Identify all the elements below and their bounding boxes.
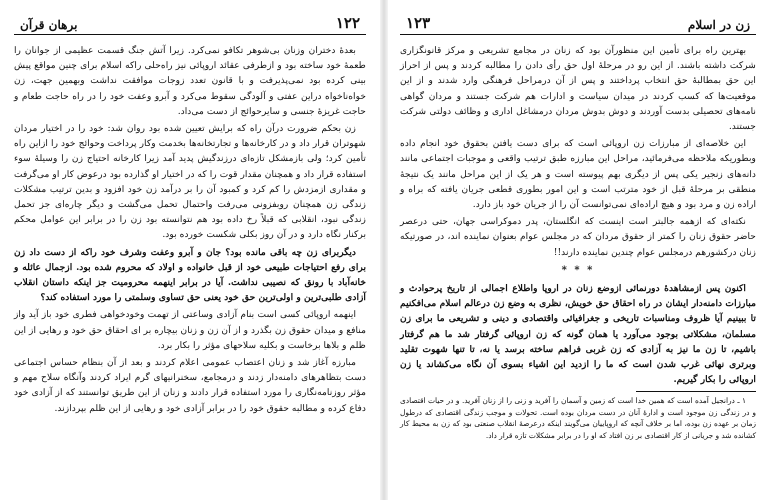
right-page-number: ۱۲۳ — [406, 14, 431, 32]
footnote-rule — [636, 391, 756, 392]
left-paragraph-2: زن بحکم ضرورت درآن راه که برایش تعیین شده بود روان شد: خود را در اختیار مردان شهوتران قرار داد و در کارخانه‌ها و تجارتخانه‌ها بخدمت وکار پرداخت وحوائج خود را ازاین راه تأمین کرد؛ ولی بازمشکل تازه‌ای درزندگیش پدید آمد زیرا کارخانه احتیاج زن را وسیلهٔ سوء استفاده قرار داد و همچنان مقدار قوت را که در اختیار او گذارده بود درعوض کار او می‌گرفت و مقداری ازمزدش را کم کرد و کمبود آن را بر درآمد زن خود افزود و بدین ترتیب مشکلات زندگی زن همچنان روبفزونی می‌رفت واحتمال تحمل می‌گشت و دیگر چاره‌ای جز تحمل زندگی نبود، انقلابی که قبلاً رخ داده بود هم نتوانسته بود زن را در برابر این عوامل محکم برکنار نگاه دارد و در آن روز بکلی شکست خورده بود. — [14, 123, 366, 241]
section-separator: * * * — [561, 264, 595, 276]
right-paragraph-2: این خلاصه‌ای از مبارزات زن اروپائی است که برای دست یافتن بحقوق خود انجام داده وبطوریکه ملاحظه می‌فرمائید، مراحل این مبارزه طبق ترتیب واقعی و موجبات اجتماعی مانند دانه‌های زنجیر یکی پس از دیگری بهم پیوسته است و هر یک از این مراحل مانند یک نتیجهٔ منطقی بر مرحلهٔ قبل از خود مترتب است و این امور بطوری قطعی جریان یافته که براه و اراده زن و مرد بود و هیچ اراده‌ای نمی‌توانست آن را از جریان خود باز دارد. — [400, 138, 756, 211]
left-paragraph-3: اینهمه اروپائی کسی است بنام آزادی وساعتی از تهمت وخودخواهی فطری خود باز آید واز منافع و میدان حقوق زن بگذرد و از آن زن و زنان بیچاره بر ای احقاق حق خود و رهایی از این ظلم و بلاها برخاست و بکلیه سلاحهای مؤثر را بکار برد. — [14, 309, 366, 351]
left-running-title: برهان قرآن — [20, 18, 78, 32]
right-page-header — [400, 10, 756, 35]
right-bold-paragraph: اکنون پس ازمشاهدهٔ دورنمائی ازوضع زنان در اروپا واطلاع اجمالی از تاریخ پرحوادث و مبارزات دامنه‌دار ایشان در راه احقاق حق خویش، نظری به وضع زن درعالم اسلام می‌افکنیم تا ببینیم آیا ظروف ومناسبات تاریخی و جغرافیائی واقتصادی و دینی و تشریعی ما برای زن مسلمان، مشکلاتی بوجود می‌آورد یا همان گونه که زن اروپائی گرفتار شد ما هم گرفتار باشیم، تا زن ما نیز به آزادی که زن غربی فراهم ساخته برسد یا نه، تا تنها شهوت تقلید وبرتری نهائی غرب شدن است که ما را ازدید این اشیاء بسوی آن نگاه می‌کشاند یا زن اروپائی را بکار گیریم. — [400, 283, 756, 386]
right-paragraph-1: بهترین راه برای تأمین این منظورآن بود که زنان در مجامع تشریعی و مرکز قانونگزاری شرکت داشته باشند. از این رو در مرحلهٔ اول حق رأی دادن را مطالبه کردند و پس از احراز این حق بمطالبهٔ حق انتخاب پرداختند و پس از آن درمراحل فرهنگی وارد شدند و از این موقعیت‌ها که کسب کردند در میدان سیاست و ادارات هم شرکت جستند و مردان گواهی نامه‌های تحصیلی بدست آوردند و دوش بدوش مردان درمشاغل اداری و وظائف دولتی شرکت جستند. — [400, 45, 756, 133]
left-page-number: ۱۲۲ — [335, 14, 360, 32]
right-page — [384, 0, 768, 500]
footnote: ۱ ـ درانجیل آمده است که همین خدا است که زمین و آسمان را آفرید و زنی را از زنان آفرید. و در حیات اقتصادی و در زندگی زن موجود است و ادارهٔ آنان در دست مردان بوده است. تحولات و موجب زندگی اقتصادی که درطول زمان بر عهده زن بوده، اما بر خلاف آنچه که اروپاییان می‌گویند اینکه درعرصهٔ انقلاب صنعتی بود که زن به محیط کار کشانده شد و جریانی از کار اقتصادی بر زن افتاد که او را در برابر مشکلات تازه قرار داد. — [400, 396, 756, 440]
right-paragraph-3: نکته‌ای که ازهمه جالبتر است اینست که انگلستان، پدر دموکراسی جهان، حتی درعصر حاضر حقوق زنان را کمتر از حقوق مردان که در مجلس عوام بعنوان نماینده اند، در صورتیکه زنان درکشورهم درمجلس عوام چندین نماینده دارند!! — [400, 216, 756, 258]
left-page-body — [14, 43, 366, 416]
left-paragraph-4: مبارزه آغاز شد و زنان اعتصاب عمومی اعلام کردند و بعد از آن بنظام حساس اجتماعی دست بتظاهرهای دامنه‌دار زدند و درمجامع، سخنرانیهای گرم ایراد کردند وآنگاه سلاح مهم و مؤثر روزنامه‌نگاری را مورد استفاده قرار دادند و زنان از این طریق توانستند که از آزادی خود دفاع کرده و مطالبه حقوق خود را در برابر آزادی خود و رهایی از این ظلم بپردازند. — [14, 357, 366, 414]
left-bold-paragraph: دیگربرای زن چه باقی مانده بود؟ جان و آبرو وعفت وشرف خود راکه از دست داد زن برای رفع احتیاجات طبیعی خود از قبل خانواده و اولاد که محروم شده بود. ازجمال عائله و خانه‌آباد با رونق که نصیبی نداشت. آیا در برابر اینهمه محرومیت جز اینکه داستان انقلاب آزادی طلبی‌ترین و اولی‌ترین حق خود یعنی حق تساوی وسلمتی را مورد استفاده کند؟ — [14, 246, 366, 304]
right-running-title: زن در اسلام — [687, 18, 750, 32]
left-page-header — [14, 10, 366, 35]
left-paragraph-1: بعدهٔ دختران وزنان بی‌شوهر تکافو نمی‌کرد. زیرا آتش جنگ قسمت عظیمی از جوانان را طعمهٔ خود ساخته بود و ازطرفی عقائد اروپائی نیز راه‌حلی راکه اسلام برای چنین مواقع پیش بینی کرده بود نمی‌پذیرفت و با قانون تعدد زوجات موافقت نداشت وبهمین جهت، زن خواه‌ناخواه دراین عفتی و آلودگی سقوط می‌کرد و آبرو وعفت خود را در راه حاجت طعام و حاجت غریزهٔ جنسی و سایرحوائج از دست می‌داد. — [14, 45, 366, 117]
right-page-body — [400, 43, 756, 441]
